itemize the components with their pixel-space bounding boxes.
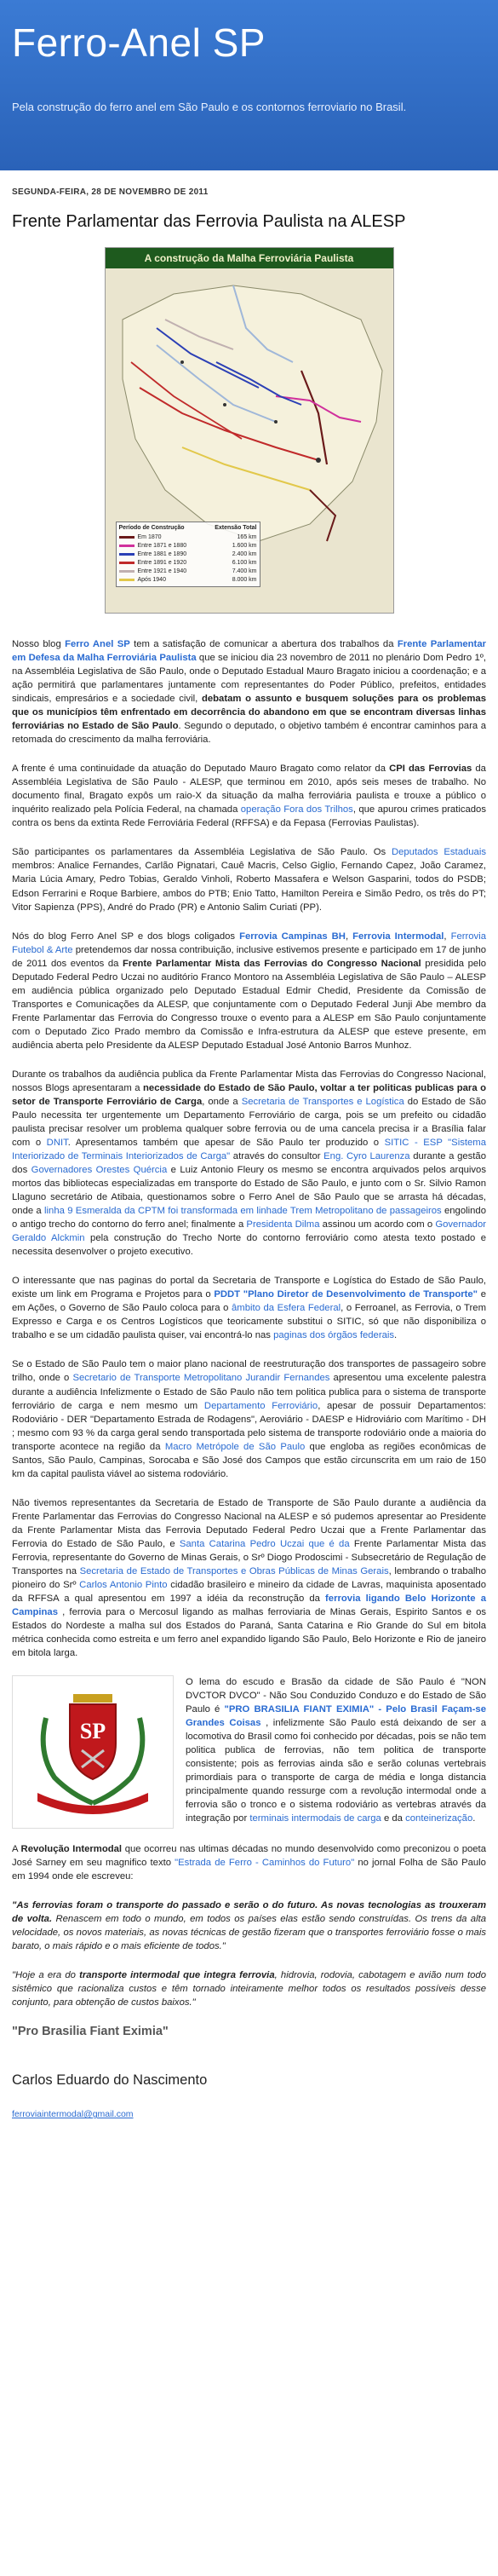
- pro-brasilia-link[interactable]: "PRO BRASILIA FIANT EXIMIA" - Pelo Brasil Façam-se Grandes Coisas: [186, 1704, 486, 1729]
- text: apresentou uma excelente palestra durante a audiência Infelizmente o Estado de São Paulo não tem politica publica para o sistema de transporte ferroviário de carga e nem mesmo um: [12, 1373, 486, 1411]
- legend-header: [119, 525, 257, 531]
- legend-period: Entre 1891 e 1920: [137, 559, 187, 566]
- text: . Apresentamos também que apesar de São Paulo ter produzido o: [67, 1138, 385, 1148]
- cyro-laurenza-link[interactable]: Eng. Cyro Laurenza: [323, 1151, 410, 1162]
- text: A frente é uma continuidade da atuação do Deputado Mauro Bragato como relator da: [12, 764, 390, 775]
- secretaria-mg-link[interactable]: Secretaria de Estado de Transportes e Obras Públicas de Minas Gerais: [79, 1565, 389, 1576]
- jurandir-link[interactable]: Secretario de Transporte Metropolitano Jurandir Fernandes: [72, 1373, 330, 1384]
- legend-row: [119, 558, 257, 567]
- text: do Estado de São Paulo necessita ter urgentemente um Departamento Ferroviário de carga, pois se um prefeito ou cidadão paulista precisar resolver um problema qualquer sobre ferrovia ou de uma cancela precisa ir a Brasília falar com o: [12, 1096, 487, 1148]
- legend-length: 165 km: [237, 533, 257, 540]
- text: A: [12, 1844, 21, 1855]
- text: assinou um acordo com o: [319, 1219, 436, 1230]
- santa-catarina-link[interactable]: Santa Catarina Pedro Uczai que é da: [179, 1538, 350, 1549]
- legend-period: Entre 1871 e 1880: [137, 542, 187, 549]
- map-legend: [116, 522, 260, 587]
- bold-text: "As ferrovias foram o transporte do passado e serão o do futuro. As novas tecnologias as trouxeram de volta.: [12, 1900, 486, 1925]
- esfera-federal-link[interactable]: âmbito da Esfera Federal: [232, 1303, 341, 1314]
- sarney-text-link[interactable]: "Estrada de Ferro - Caminhos do Futuro": [175, 1858, 355, 1869]
- text: "Hoje a era do: [12, 1970, 80, 1981]
- legend-period: Após 1940: [137, 576, 166, 583]
- legend-row: [119, 541, 257, 550]
- paragraph-intro: [12, 637, 486, 746]
- legend-header-period: Período de Construção: [118, 525, 185, 531]
- operacao-link[interactable]: operação Fora dos Trilhos: [240, 804, 353, 815]
- legend-swatch: [119, 545, 135, 547]
- bold-text: Frente Parlamentar Mista das Ferrovias do Congresso Nacional: [122, 958, 421, 969]
- text: Durante os trabalhos da audiência publica da Frente Parlamentar Mista das Ferrovias do Congresso Nacional, nossos Blogs apresentaram a: [12, 1069, 486, 1093]
- blog-description: Pela construção do ferro anel em São Paulo e os contornos ferroviario no Brasil.: [12, 101, 407, 114]
- legend-period: Em 1870: [137, 533, 162, 540]
- legend-length: 6.100 km: [232, 559, 257, 566]
- paragraph-revolucao: [12, 1842, 486, 1883]
- text: Nós do blog Ferro Anel SP e dos blogs coligados: [12, 931, 240, 942]
- text: presidida pelo Deputado Federal Pedro Uczai no auditório Franco Montoro na Assembléia Legislativa de São Paulo – ALESP em audiência pública organizado pelo Deputado Estadual Edmir Chedid, Presidente da Comissão de Transportes e Comunicações da ALESP, que conjuntamente com o Deputado Federal Junji Abe membro da Frente Parlamentar das Ferrovia do Congresso trouxe o evento para a ALESP em São Paulo conjuntamente com o Deputado Zico Prado membro da Comissão e Infra-estrutura da ALESP que esteve presente, em audiência aberta pelo Presidente da ALESP Deputado Estadual José Antonio Barros Munhoz.: [12, 958, 486, 1051]
- legend-row: [119, 567, 257, 575]
- text: , infelizmente São Paulo está deixando de ser a locomotiva do Brasil como foi conhecido por décadas, pois se não tem politica publica de ferrovias, não tem politica de transporte consistente; pois as ferrovias ainda são e serão colunas vertebrais primordiais para o transporte de carga de média e longa distancia principalmente quando ressurge com a revolução intermodal onde a ferrovia são o tronco e o sistema rodoviário as vertebras através da integração por: [186, 1718, 486, 1824]
- text: engolindo o antigo trecho do contorno do ferro anel; finalmente a: [12, 1206, 486, 1230]
- coat-of-arms-icon: [20, 1684, 165, 1820]
- post-date: SEGUNDA-FEIRA, 28 DE NOVEMBRO DE 2011: [12, 187, 209, 197]
- text: Renascem em todo o mundo, em todos os países elas estão sendo construídas. Os trens da alta velocidade, os novos materiais, as novas técnicas de gestão fizeram que o transportes ferroviário fosse o mais barato, o mais rápido e o mais eficiente de todos.": [12, 1914, 487, 1952]
- paragraph-cpi: [12, 762, 486, 830]
- bold-text: necessidade do Estado de São Paulo, voltar a ter politicas publicas para o setor de Transporte Ferroviário de Carga: [12, 1082, 486, 1107]
- terminais-link[interactable]: terminais intermodais de carga: [249, 1813, 381, 1824]
- text: . Segundo o deputado, o objetivo também é encontrar caminhos para a retomada do crescimento da malha ferroviária.: [12, 721, 486, 746]
- text: , o Ferroanel, as Ferrovia, o Trem Expresso e Carga e os Centros Logísticos que teoricamente substitui o SITIC, só que não disponibiliza o trabalho e se um cidadão paulista quiser, vai encontrá-lo nas: [12, 1303, 486, 1341]
- carlos-antonio-link[interactable]: Carlos Antonio Pinto: [79, 1579, 168, 1590]
- intermodal-link[interactable]: Ferrovia Intermodal: [352, 931, 444, 942]
- paragraph-pddt: [12, 1274, 486, 1342]
- legend-swatch: [119, 562, 135, 564]
- macro-metropole-link[interactable]: Macro Metrópole de São Paulo: [164, 1441, 306, 1452]
- deputados-link[interactable]: Deputados Estaduais: [391, 847, 486, 858]
- bold-text: CPI das Ferrovias: [389, 764, 472, 775]
- legend-length: 1.600 km: [232, 542, 257, 549]
- map-title: A construção da Malha Ferroviária Paulista: [106, 248, 393, 268]
- text: , hidrovia, rodovia, cabotagem e avião num todo sistêmico que racionaliza custos e têm tornado inteiramente melhor todos os resultados possíveis desse conjunto, para obtenção de custos baixos.": [12, 1970, 486, 2008]
- text: da Assembléia Legislativa de São Paulo - ALESP, que terminou em 2010, após seis meses de trabalho. No documento final, Bragato expôs um raio-X da situação da malha ferroviária paulista e trouxe a público o inquérito realizado pela Polícia Federal, na chamada: [12, 764, 486, 815]
- dilma-link[interactable]: Presidenta Dilma: [246, 1219, 320, 1230]
- post-container: [0, 170, 498, 2129]
- text: São participantes os parlamentares da Assembléia Legislativa de São Paulo. Os: [12, 847, 392, 858]
- text: pretendemos dar nossa contribuição, inclusive estivemos presente e participado em 17 de junho de 2011 dos eventos da: [12, 944, 487, 969]
- paragraph-minas: [12, 1496, 486, 1660]
- text: ,: [345, 931, 353, 942]
- text: Frente Parlamentar Mista das Ferrovia, representante do Governo de Minas Gerais, o Srº Diogo Prodoscimi - Subsecretário de Regulação de Transportes na: [12, 1538, 486, 1576]
- sitic-link[interactable]: SITIC - ESP "Sistema Interiorizado de Terminais Interiorizados de Carga": [12, 1138, 486, 1162]
- legend-length: 7.400 km: [232, 568, 257, 574]
- alckmin-link[interactable]: Governador Geraldo Alckmin: [12, 1219, 486, 1244]
- secretaria-link[interactable]: Secretaria de Transportes e Logística: [241, 1096, 404, 1107]
- ferrovia-bh-campinas-link[interactable]: ferrovia ligando Belo Horizonte a Campinas: [12, 1593, 486, 1617]
- paragraph-blogs: [12, 930, 486, 1052]
- text: durante a gestão dos: [12, 1151, 486, 1176]
- legend-length: 8.000 km: [232, 576, 257, 583]
- text: cidadão brasileiro e mineiro da cidade de Lavras, maquinista aposentado da RFFSA a qual apresentou em 1997 a idéia da reconstrução da: [12, 1579, 486, 1604]
- bold-text: transporte intermodal que integra ferrovia: [79, 1970, 275, 1981]
- blog-link[interactable]: Ferro Anel SP: [65, 639, 130, 649]
- futebol-arte-link[interactable]: Ferrovia Futebol & Arte: [12, 931, 486, 955]
- text: .: [394, 1330, 398, 1341]
- legend-swatch: [119, 579, 135, 581]
- legend-row: [119, 533, 257, 541]
- railway-map-image[interactable]: [105, 247, 394, 614]
- text: tem a satisfação de comunicar a abertura dos trabalhos da: [129, 639, 398, 649]
- text: O lema do escudo e Brasão da cidade de São Paulo é "NON DVCTOR DVCO" - Não Sou Conduzido Conduzo e do Estado de São Paulo é: [186, 1677, 486, 1715]
- text: Nosso blog: [12, 639, 66, 649]
- signature-name: Carlos Eduardo do Nascimento: [12, 2072, 208, 2089]
- linha-9-link[interactable]: linha 9 Esmeralda da CPTM foi transformada em linhade Trem Metropolitano de passageiros: [44, 1206, 442, 1217]
- paragraph-audiencia: [12, 1068, 486, 1259]
- text: .: [472, 1813, 476, 1824]
- text: Se o Estado de São Paulo tem o maior plano nacional de reestruturação dos transportes de passageiro sobre trilho, onde o: [12, 1359, 486, 1384]
- legend-swatch: [119, 570, 135, 573]
- legend-header-length: Extensão Total: [215, 525, 257, 531]
- post-title[interactable]: Frente Parlamentar das Ferrovia Paulista na ALESP: [12, 212, 406, 231]
- text: que ocorreu nas ultimas décadas no mundo desenvolvido como preconizou o poeta José Sarney em seu magnifico texto: [12, 1844, 486, 1869]
- quote-2: [12, 1968, 486, 2009]
- seal-section: [12, 1675, 486, 1829]
- frente-parlamentar-link[interactable]: Frente Parlamentar em Defesa da Malha Ferroviária Paulista: [12, 639, 487, 664]
- text: , lembrando o trabalho pioneiro do Srº: [12, 1565, 486, 1590]
- text: e em Ações, o Governo de São Paulo coloca para o: [12, 1289, 486, 1314]
- dnit-link[interactable]: DNIT: [46, 1138, 68, 1148]
- blog-header: [0, 0, 498, 170]
- text: e Luiz Antonio Fleury os mesmo se encontra arquivados pelos arquivos mortos das bibliotecas especializadas em transporte do Estado de São Paulo, e junto com o Sr. Silvio Ramon Llaguno secretário de Atibaia, questionamos sobre o Ferro Anel de São Paulo que se arrasta há décadas, onde a: [12, 1165, 486, 1217]
- legend-swatch: [119, 536, 135, 539]
- orgaos-federais-link[interactable]: paginas dos órgãos federais: [273, 1330, 395, 1341]
- text: pela construção do Trecho Norte do contorno ferroviário como atesta texto postado e necessita desenvolver o projeto executivo.: [12, 1233, 486, 1258]
- svg-text:SP: SP: [79, 1719, 106, 1744]
- quercia-link[interactable]: Governadores Orestes Quércia: [31, 1165, 168, 1176]
- text: O interessante que nas paginas do portal da Secretaria de Transporte e Logística do Estado de São Paulo, existe um link em Programa e Projetos para o: [12, 1276, 486, 1300]
- text: que se iniciou dia 23 novembro de 2011 no plenário Dom Pedro 1º, na Assembléia Legislativa de São Paulo, onde o Deputado Estadual Mauro Bragato iniciou a coordenação; e a ação permitirá que parlamentares juntamente com representantes do Poder Público, prefeitos, entidades sindicais, empresários e a sociedade civil,: [12, 653, 486, 705]
- text: membros: Analice Fernandes, Carlão Pignatari, Cauê Macris, Celso Giglio, Fernando Capez, João Caramez, Maria Lúcia Amary, Pedro Tobias, Geraldo Vinholi, Roberto Massafera e Welson Gasparini, todos do PSDB; Edson Ferrarini e Roque Barbiere, ambos do PTB; Enio Tatto, Hamilton Pereira e Simão Pedro, os três do PT; Vitor Sapienza (PPS), André do Prado (PR) e Antonio Salim Curiati (PP).: [12, 861, 486, 913]
- text: e da: [381, 1813, 406, 1824]
- bold-text: Revolução Intermodal: [20, 1844, 123, 1855]
- motto: "Pro Brasilia Fiant Eximia": [12, 2025, 169, 2039]
- legend-row: [119, 575, 257, 584]
- text: ,: [444, 931, 451, 942]
- conteinerizacao-link[interactable]: conteinerização: [405, 1813, 473, 1824]
- text: , onde a: [202, 1096, 242, 1107]
- text: que engloba as regiões econômicas de Santos, São Paulo, Campinas, Sorocaba e São José dos Campos que estão circunscrita em um raio de 150 km da capital paulista viável ao sistema rodoviário.: [12, 1441, 486, 1479]
- text: Não tivemos representantes da Secretaria de Estado de Transporte de São Paulo durante a audiência da Frente Parlamentar das Ferrovias do Congresso Nacional na ALESP e só pudemos apresentar ao Presidente da Frente Parlamentar Mista das Ferrovia Deputado Federal Pedro Uczai que a Frente Parlamentar das Ferrovia do Estado de São Paulo, e: [12, 1497, 486, 1549]
- text: no jornal Folha de São Paulo em 1994 onde ele escreveu:: [12, 1858, 486, 1882]
- legend-row: [119, 550, 257, 558]
- departamento-link[interactable]: Departamento Ferroviário: [203, 1400, 318, 1411]
- signature-email-link[interactable]: ferroviaintermodal@gmail.com: [12, 2109, 134, 2120]
- legend-swatch: [119, 553, 135, 556]
- bold-text: debatam o assunto e busquem soluções para os problemas que os municípios têm enfrentado em decorrência do abandono em que se encontram diversas linhas ferroviárias no Estado de São Paulo: [12, 694, 486, 732]
- text: , que apurou crimes praticados contra os bens da extinta Rede Ferroviária Federal (RFFSA) e da Fepasa (Ferrovias Paulistas).: [12, 804, 486, 829]
- quote-1: [12, 1899, 486, 1953]
- text: através do consultor: [230, 1151, 324, 1162]
- legend-length: 2.400 km: [232, 550, 257, 557]
- sao-paulo-coat-of-arms-image[interactable]: [12, 1675, 174, 1829]
- text: , apesar de possuir Departamentos: Rodoviário - DER "Departamento Estrada de Rodagens", Aeroviário - DAESP e Hidroviário com Marítimo - DH ; mesmo com 93 % da carga geral sendo transportada pelo sistema de transporte rodoviário onde a maioria do transporte acontece na região da: [12, 1400, 487, 1452]
- paragraph-lema: [186, 1675, 486, 1829]
- pddt-link[interactable]: PDDT "Plano Diretor de Desenvolvimento de Transporte": [214, 1289, 478, 1300]
- legend-period: Entre 1921 e 1940: [137, 568, 187, 574]
- paragraph-members: [12, 845, 486, 913]
- legend-period: Entre 1881 e 1890: [137, 550, 187, 557]
- campinas-bh-link[interactable]: Ferrovia Campinas BH: [239, 931, 346, 942]
- blog-title[interactable]: Ferro-Anel SP: [12, 20, 266, 65]
- map-wrapper: [12, 247, 486, 614]
- text: , ferrovia para o Mercosul ligando as malhas ferroviaria de Minas Gerais, Espirito Santos e os Estados do Nordeste a malha sul dos Estados do Paraná, Santa Catarina e Rio Grande do Sul em bitola métrica conhecida como estreita e um ferro anel expandido ligando São Paulo, Belo Horizonte e Rio de janeiro em bitola larga.: [12, 1606, 486, 1659]
- paragraph-plano: [12, 1357, 486, 1480]
